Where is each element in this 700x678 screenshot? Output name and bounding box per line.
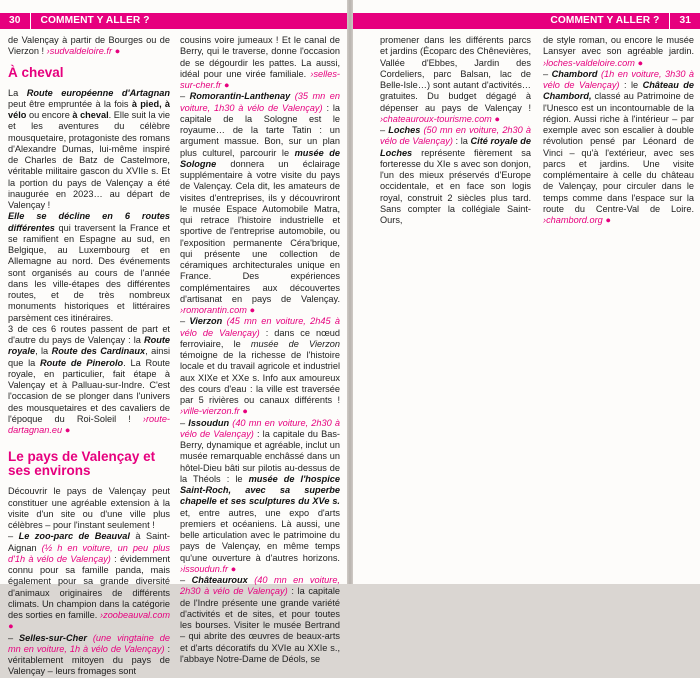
bold-italic-text: Route européenne d'Artagnan <box>26 87 170 98</box>
italic-text: musée de Vierzon <box>250 338 341 349</box>
text: promener dans les différents parcs et jardins (Écoparc des Chênevières, Vallée d'Ebbes, Jardin des Cordeliers, parc Balsan, lac de Belle-Isle…) sont autant d'activités… gratuites. Du budget dégagé à dépenser au pays de Valençay ! <box>380 35 531 113</box>
dash: – <box>543 68 552 79</box>
link-issoudun[interactable] <box>180 564 228 574</box>
bold-italic-text: Château de Chambord, <box>543 80 694 102</box>
bold-italic-text: Cité royale de Loches <box>380 136 531 158</box>
text: : évidemment connu pour sa famille panda, mais également pour sa grande diversité d'animaux originaires de différents climats. Un champion dans la catégorie des sorties en famille. <box>8 553 170 620</box>
list-item <box>180 418 340 576</box>
travel-time: (½ h en voiture, un peu plus d'1h à vélo de Valençay) <box>8 542 170 564</box>
text: de style roman, ou encore le musée Lansyer avec son agréable jardin. <box>543 35 694 57</box>
bullet-icon: ● <box>114 46 121 57</box>
right-column-2 <box>543 35 694 226</box>
text: représente fièrement sa forteresse du XIe s avec son donjon, l'un des mieux préservés d'Europe occidentale, et en face son logis royal, construit 2 siècles plus tard. Sans compter la collégiale Saint-Ours, <box>380 147 531 225</box>
right-section-title: COMMENT Y ALLER ? <box>550 15 660 26</box>
link-text: chambord.org <box>546 215 603 225</box>
text: : le <box>619 80 643 90</box>
heading-a-cheval: À cheval <box>8 64 64 80</box>
web-arrow-icon: › <box>46 46 50 57</box>
left-section-title: COMMENT Y ALLER ? <box>40 15 150 26</box>
place-name: Chambord <box>551 68 598 79</box>
web-arrow-icon: › <box>180 406 184 417</box>
text: La <box>8 87 27 98</box>
travel-time: (50 mn en voiture, 2h30 à vélo de Valençay) <box>380 125 531 147</box>
text: : dans ce nœud ferroviaire, le <box>180 327 340 349</box>
text: classé au Patrimoine de l'Unesco est un incontournable de la région. Aussi riche à l'intérieur – par exemple avec son escalier à double révolution pensé par Léonard de Vinci – qu'à l'extérieur, avec ses parcs et jardins. Une visite complémentaire à celle du château de Valençay, pour circuler dans le temps comme dans l'espace sur la route du Centre-Val de Loire. <box>543 91 694 214</box>
left-page-header <box>0 13 347 29</box>
link-ville-vierzon[interactable] <box>180 406 240 416</box>
dash: – <box>180 316 190 327</box>
text: . La Route royale, en particulier, fait étape à Valençay et à Palluau-sur-Indre. C'est l'occasion de se plonger dans l'univers des mousquetaires et des cavaliers de l'époque du Roi-Soleil ! <box>8 357 170 424</box>
web-arrow-icon: › <box>180 305 184 315</box>
dash: – <box>8 632 19 643</box>
bullet-icon: ● <box>605 215 611 225</box>
link-text: sudvaldeloire.fr <box>49 46 113 57</box>
text: . Elle suit la vie et les aventures du célèbre mousquetaire, protagoniste des romans d'Alexandre Dumas, lui-même inspiré de Charles de Batz de Castelmore, véritable militaire gascon du XVIIe s. Et la portion du pays de Valençay a été inaugurée en 2023… au départ de Valençay ! <box>8 110 170 210</box>
link-chateauroux-tourisme[interactable] <box>380 114 492 124</box>
right-page-number: 31 <box>679 15 691 26</box>
web-arrow-icon: › <box>543 215 547 225</box>
bullet-icon: ● <box>242 406 248 417</box>
web-arrow-icon: › <box>142 413 146 424</box>
text: : la capitale de la Sologne est le royaume… de la tarte Tatin : un argument massue. Bon, sur un plan plus culturel, parcourir le <box>180 102 341 158</box>
paragraph <box>8 324 170 437</box>
paragraph <box>8 88 170 212</box>
paragraph-text: de Valençay à partir de Bourges ou de Vierzon ! <box>8 35 170 57</box>
link-chambord[interactable] <box>543 215 603 225</box>
left-column-2 <box>180 35 340 665</box>
travel-time: (40 mn en voiture, 2h30 à vélo de Valençay) <box>180 575 340 597</box>
link-text: loches-valdeloire.com <box>546 57 635 68</box>
link-text: chateauroux-tourisme.com <box>383 113 492 124</box>
web-arrow-icon: › <box>310 68 314 79</box>
list-item <box>8 633 170 678</box>
text: : la <box>452 136 471 147</box>
web-arrow-icon: › <box>180 563 184 574</box>
bold-italic-text: Route des Cardinaux <box>51 346 146 357</box>
place-name: Issoudun <box>188 417 230 428</box>
link-romorantin[interactable] <box>180 305 247 315</box>
bold-italic-text: Route royale <box>8 335 170 357</box>
left-page-number: 30 <box>9 15 21 26</box>
link-text: zoobeauval.com <box>103 610 170 620</box>
paragraph <box>8 35 170 58</box>
text: qui traversent la France et se ramifient en Espagne au sud, en Belgique, au Luxembourg et en Allemagne au nord. Des événements sont organisés au cours de l'année dans les ville-étapes des différentes routes, et de très nombreux monuments historiques et littéraires parsèment ces itinéraires. <box>8 222 170 323</box>
right-column-1 <box>380 35 531 226</box>
bold-italic-text: Route de Pinerolo <box>40 357 124 368</box>
bullet-icon: ● <box>494 113 500 124</box>
left-column-1 <box>8 35 170 678</box>
text: ou encore <box>26 110 73 120</box>
bold-italic-text: musée de Sologne <box>180 147 341 169</box>
text: et, entre autres, une expo d'arts premiers et océaniens. Là aussi, une belle articulation avec le patrimoine du pays de Valençay, en même temps qu'une ouverture à d'autres horizons. <box>180 507 340 563</box>
bold-text: à pied, à vélo <box>8 98 171 120</box>
list-item <box>180 316 340 417</box>
link-text: selles-sur-cher.fr <box>180 68 340 90</box>
text: , ainsi que la <box>8 346 170 368</box>
paragraph: Découvrir le pays de Valençay peut constituer une agréable extension à la visite d'un site ou d'une ville plus célèbres – pour l'instant seulement ! <box>8 486 170 530</box>
travel-time: (45 mn en voiture, 2h45 à vélo de Valençay) <box>180 316 341 338</box>
link-text: route-dartagnan.eu <box>8 413 170 435</box>
list-item <box>180 575 340 665</box>
bold-italic-text: Elle se décline en 6 routes différentes <box>8 211 170 233</box>
place-name: Selles-sur-Cher <box>19 632 87 643</box>
paragraph <box>8 211 170 324</box>
list-item <box>8 531 170 632</box>
text: : la capitale du Bas-Berry, dynamique et agréable, inclut un musée remarquable enchâssé dans un hôtel-Dieu bâti sur pilotis au-dessus de la Théols : le <box>180 428 340 484</box>
right-page <box>353 0 700 584</box>
text: à Saint-Aignan <box>8 531 170 553</box>
place-name: Vierzon <box>189 316 223 327</box>
list-item <box>543 69 694 227</box>
link-text: issoudun.fr <box>183 563 229 574</box>
right-page-header <box>353 13 700 29</box>
left-page <box>0 0 347 677</box>
link-text: ville-vierzon.fr <box>183 406 240 417</box>
dash: – <box>380 125 389 135</box>
dash: – <box>180 91 190 102</box>
bold-text: à cheval <box>72 110 109 120</box>
text: peut être empruntée à la fois <box>8 98 132 109</box>
place-name: Châteauroux <box>191 575 248 585</box>
travel-time: (35 mn en voiture, 1h30 à vélo de Valençay) <box>180 91 340 113</box>
text: témoigne de la richesse de l'histoire locale et du travail agricole et industriel aux XIXe et XXe s. Info aux amoureux des cours d'eau : la ville est traversée par 5 rivières ou canaux différents ! <box>180 350 340 405</box>
text: donnera un éclairage supplémentaire à votre visite du pays de Valençay. Cela dit, les amateurs de visites d'entreprises, ils y découvriront le musée Espace Automobile Matra, qui retrace l'histoire industrielle et sportive de l'entreprise automobile, ou l'exposition permanente Céra'brique, qui présente une collection de céramiques architecturales unique en France. Des expériences complémentaires aux découvertes d'artisanat en pays de Valençay. <box>180 158 340 304</box>
bullet-icon: ● <box>249 305 256 315</box>
dash: – <box>8 531 19 542</box>
bullet-icon: ● <box>230 563 237 574</box>
bullet-icon: ● <box>64 425 71 435</box>
place-name: Romorantin-Lanthenay <box>189 91 291 102</box>
place-name: Loches <box>388 125 421 135</box>
dash: – <box>180 575 192 585</box>
list-item <box>180 91 340 316</box>
text: 3 de ces 6 routes passent de part et d'autre du pays de Valençay : la <box>8 323 170 345</box>
link-text: romorantin.com <box>183 305 247 315</box>
link-loches-valdeloire[interactable] <box>543 58 635 68</box>
travel-time: (40 mn en voiture, 2h30 à vélo de Valençay) <box>180 417 340 439</box>
web-arrow-icon: › <box>543 57 547 68</box>
list-item <box>380 125 531 226</box>
web-arrow-icon: › <box>100 610 104 620</box>
paragraph <box>380 35 531 125</box>
web-arrow-icon: › <box>380 113 384 124</box>
travel-time: (une vingtaine de mn en voiture, 1h à vélo de Valençay) <box>8 632 170 654</box>
link-zoobeauval[interactable] <box>100 610 170 620</box>
text: : véritablement mitoyen du pays de Valençay – leurs fromages sont <box>8 643 170 677</box>
dash: – <box>180 417 189 428</box>
bullet-icon: ● <box>223 80 230 90</box>
text: cousins voire jumeaux ! Et le canal de Berry, qui le traverse, donne l'occasion de se dégourdir les pattes. La aussi, idéal pour une virée familiale. <box>180 35 340 79</box>
bullet-icon: ● <box>8 621 14 632</box>
bullet-icon: ● <box>637 57 644 68</box>
place-name: Le zoo-parc de Beauval <box>18 531 130 542</box>
heading-pays-de-valencay: Le pays de Valençay et ses environs <box>8 449 156 479</box>
link-sudvaldeloire[interactable] <box>47 46 112 56</box>
text: , la <box>35 346 52 357</box>
paragraph <box>543 35 694 69</box>
text: : la capitale de l'Indre présente une grande variété d'activités et de sites, et pour toutes les bourses. Visiter le musée Bertrand – qui abrite des œuvres de beaux-arts et d'arts décoratifs du XVIe au XXIe s., l'abbaye Notre-Dame de Déols, se <box>180 586 340 664</box>
bold-italic-text: musée de l'hospice Saint-Roch, avec sa superbe chapelle et ses sculptures du XVe s. <box>180 473 340 507</box>
paragraph <box>180 35 340 91</box>
travel-time: (1h en voiture, 3h30 à vélo de Valençay) <box>543 68 694 90</box>
